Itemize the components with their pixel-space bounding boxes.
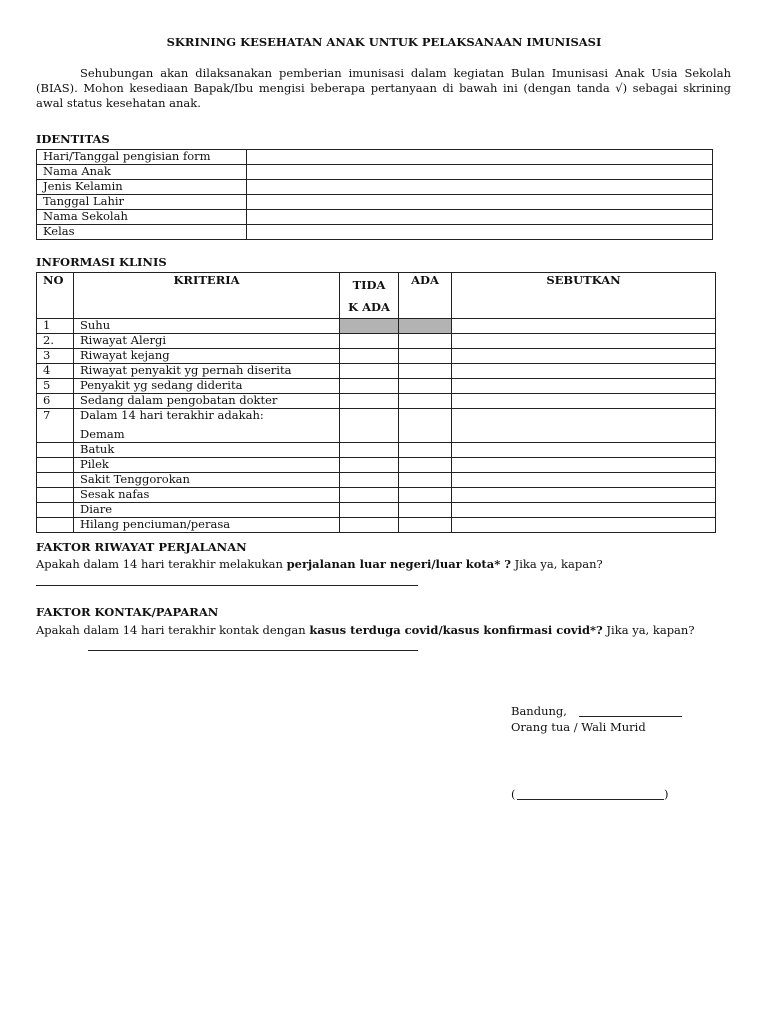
klinis-row — [37, 379, 716, 394]
klinis-kriteria: Riwayat Alergi — [74, 334, 340, 349]
klinis-tidak-ada-cell[interactable] — [340, 458, 399, 473]
klinis-no — [37, 518, 74, 533]
identitas-label: Kelas — [37, 225, 247, 240]
klinis-row — [37, 334, 716, 349]
identitas-label: Nama Anak — [37, 165, 247, 180]
form-title: SKRINING KESEHATAN ANAK UNTUK PELAKSANAAN IMUNISASI — [166, 35, 602, 49]
perjalanan-answer-line[interactable] — [36, 585, 418, 586]
klinis-kriteria: Pilek — [74, 458, 340, 473]
klinis-kriteria — [74, 409, 340, 443]
header-tidak-ada — [340, 273, 399, 319]
klinis-tidak-ada-cell[interactable] — [340, 488, 399, 503]
signature-open-paren: ( — [511, 787, 516, 801]
klinis-kriteria: Sedang dalam pengobatan dokter — [74, 394, 340, 409]
klinis-tidak-ada-cell — [340, 319, 399, 334]
klinis-sebutkan-cell[interactable] — [452, 379, 716, 394]
identitas-value-field[interactable] — [247, 210, 713, 225]
klinis-ada-cell[interactable] — [399, 394, 452, 409]
klinis-sebutkan-cell[interactable] — [452, 334, 716, 349]
klinis-no: 5 — [37, 379, 74, 394]
klinis-row — [37, 458, 716, 473]
perjalanan-text-after: Jika ya, kapan? — [510, 557, 603, 571]
klinis-no: 4 — [37, 364, 74, 379]
klinis-sebutkan-cell[interactable] — [452, 349, 716, 364]
klinis-no — [37, 443, 74, 458]
klinis-ada-cell[interactable] — [399, 473, 452, 488]
klinis-ada-cell[interactable] — [399, 409, 452, 443]
klinis-no — [37, 458, 74, 473]
klinis-kriteria: Hilang penciuman/perasa — [74, 518, 340, 533]
klinis-heading: INFORMASI KLINIS — [36, 255, 167, 269]
klinis-sebutkan-cell[interactable] — [452, 503, 716, 518]
klinis-tidak-ada-cell[interactable] — [340, 349, 399, 364]
signature-close-paren: ) — [664, 787, 669, 801]
klinis-kriteria: Riwayat penyakit yg pernah diserita — [74, 364, 340, 379]
identitas-row — [37, 195, 713, 210]
klinis-tidak-ada-cell[interactable] — [340, 379, 399, 394]
klinis-kriteria: Sakit Tenggorokan — [74, 473, 340, 488]
klinis-tidak-ada-cell[interactable] — [340, 503, 399, 518]
identitas-value-field[interactable] — [247, 225, 713, 240]
intro-paragraph — [36, 66, 731, 111]
klinis-no: 1 — [37, 319, 74, 334]
perjalanan-text-bold: perjalanan luar negeri/luar kota* ? — [286, 557, 511, 571]
identitas-label: Nama Sekolah — [37, 210, 247, 225]
klinis-tidak-ada-cell[interactable] — [340, 473, 399, 488]
klinis-row — [37, 488, 716, 503]
klinis-ada-cell[interactable] — [399, 488, 452, 503]
klinis-sebutkan-cell[interactable] — [452, 443, 716, 458]
identitas-label: Hari/Tanggal pengisian form — [37, 150, 247, 165]
identitas-value-field[interactable] — [247, 150, 713, 165]
klinis-kriteria-line2: Demam — [80, 427, 125, 441]
klinis-no: 7 — [37, 409, 74, 443]
klinis-table — [36, 272, 716, 533]
signature-role: Orang tua / Wali Murid — [511, 720, 646, 734]
perjalanan-text-before: Apakah dalam 14 hari terakhir melakukan — [36, 557, 287, 571]
klinis-ada-cell[interactable] — [399, 334, 452, 349]
kontak-text-before: Apakah dalam 14 hari terakhir kontak dengan — [36, 623, 310, 637]
klinis-ada-cell[interactable] — [399, 443, 452, 458]
klinis-no: 2. — [37, 334, 74, 349]
klinis-ada-cell[interactable] — [399, 458, 452, 473]
identitas-label: Tanggal Lahir — [37, 195, 247, 210]
klinis-ada-cell[interactable] — [399, 503, 452, 518]
klinis-tidak-ada-cell[interactable] — [340, 518, 399, 533]
klinis-no — [37, 503, 74, 518]
identitas-value-field[interactable] — [247, 165, 713, 180]
klinis-kriteria-line1: Dalam 14 hari terakhir adakah: — [80, 408, 264, 422]
klinis-sebutkan-cell[interactable] — [452, 488, 716, 503]
perjalanan-question — [36, 556, 731, 573]
identitas-row — [37, 180, 713, 195]
header-ada: ADA — [399, 273, 452, 319]
klinis-tidak-ada-cell[interactable] — [340, 443, 399, 458]
klinis-no — [37, 473, 74, 488]
klinis-kriteria: Batuk — [74, 443, 340, 458]
klinis-sebutkan-cell[interactable] — [452, 319, 716, 334]
header-no: NO — [37, 273, 74, 319]
klinis-ada-cell[interactable] — [399, 379, 452, 394]
klinis-no: 3 — [37, 349, 74, 364]
klinis-ada-cell — [399, 319, 452, 334]
klinis-kriteria: Riwayat kejang — [74, 349, 340, 364]
klinis-tidak-ada-cell[interactable] — [340, 364, 399, 379]
identitas-row — [37, 165, 713, 180]
identitas-row — [37, 150, 713, 165]
klinis-kriteria: Sesak nafas — [74, 488, 340, 503]
identitas-value-field[interactable] — [247, 195, 713, 210]
kontak-answer-line[interactable] — [88, 650, 418, 651]
klinis-sebutkan-cell[interactable] — [452, 473, 716, 488]
klinis-row — [37, 409, 716, 443]
kontak-question — [36, 622, 731, 639]
klinis-row — [37, 473, 716, 488]
intro-text: Sehubungan akan dilaksanakan pemberian imunisasi dalam kegiatan Bulan Imunisasi Anak Usia Sekolah (BIAS). Mohon kesediaan Bapak/Ibu mengisi beberapa pertanyaan di bawah ini (dengan tanda √) sebagai skrining awal status kesehatan anak. — [36, 66, 731, 110]
identitas-table — [36, 149, 713, 240]
klinis-ada-cell[interactable] — [399, 349, 452, 364]
klinis-row — [37, 349, 716, 364]
identitas-row — [37, 225, 713, 240]
kontak-text-after: Jika ya, kapan? — [602, 623, 695, 637]
header-tidak-line2: K ADA — [348, 300, 390, 314]
signature-date-line[interactable] — [579, 716, 682, 717]
header-tidak-line1: TIDA — [352, 278, 386, 292]
klinis-kriteria: Penyakit yg sedang diderita — [74, 379, 340, 394]
klinis-row — [37, 518, 716, 533]
header-kriteria: KRITERIA — [74, 273, 340, 319]
identitas-value-field[interactable] — [247, 180, 713, 195]
klinis-no: 6 — [37, 394, 74, 409]
header-sebutkan: SEBUTKAN — [452, 273, 716, 319]
signature-place: Bandung, — [511, 704, 567, 718]
kontak-text-bold: kasus terduga covid/kasus konfirmasi covid*? — [309, 623, 603, 637]
klinis-tidak-ada-cell[interactable] — [340, 334, 399, 349]
identitas-heading: IDENTITAS — [36, 132, 110, 146]
klinis-sebutkan-cell[interactable] — [452, 518, 716, 533]
klinis-ada-cell[interactable] — [399, 518, 452, 533]
identitas-row — [37, 210, 713, 225]
klinis-tidak-ada-cell[interactable] — [340, 394, 399, 409]
klinis-sebutkan-cell[interactable] — [452, 394, 716, 409]
klinis-kriteria: Diare — [74, 503, 340, 518]
klinis-tidak-ada-cell[interactable] — [340, 409, 399, 443]
klinis-row — [37, 503, 716, 518]
klinis-sebutkan-cell[interactable] — [452, 364, 716, 379]
perjalanan-heading: FAKTOR RIWAYAT PERJALANAN — [36, 540, 247, 554]
identitas-label: Jenis Kelamin — [37, 180, 247, 195]
klinis-ada-cell[interactable] — [399, 364, 452, 379]
klinis-row — [37, 394, 716, 409]
klinis-sebutkan-cell[interactable] — [452, 458, 716, 473]
klinis-row — [37, 364, 716, 379]
klinis-no — [37, 488, 74, 503]
kontak-heading: FAKTOR KONTAK/PAPARAN — [36, 605, 219, 619]
klinis-kriteria: Suhu — [74, 319, 340, 334]
signature-name-line[interactable] — [517, 799, 664, 800]
klinis-row — [37, 443, 716, 458]
klinis-row — [37, 319, 716, 334]
klinis-sebutkan-cell[interactable] — [452, 409, 716, 443]
